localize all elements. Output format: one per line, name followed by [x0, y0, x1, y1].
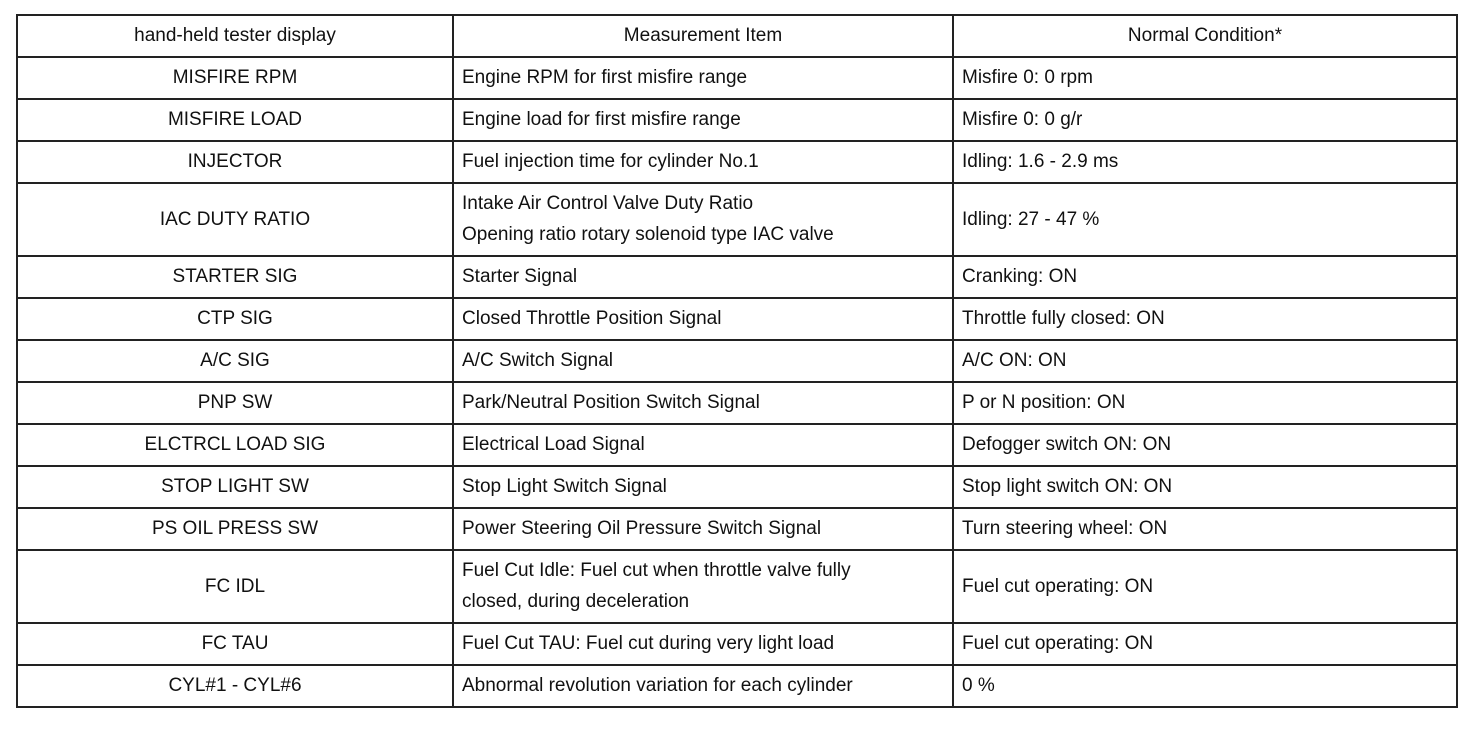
cell-normal-condition: Idling: 1.6 - 2.9 ms — [953, 141, 1457, 183]
measurement-item-line: A/C Switch Signal — [462, 349, 614, 371]
cell-normal-condition: A/C ON: ON — [953, 340, 1457, 382]
cell-tester-display: STARTER SIG — [17, 256, 453, 298]
table-row — [17, 466, 1457, 508]
table-row — [17, 623, 1457, 665]
cell-tester-display: INJECTOR — [17, 141, 453, 183]
table-row — [17, 340, 1457, 382]
table-row — [17, 99, 1457, 141]
cell-tester-display: PS OIL PRESS SW — [17, 508, 453, 550]
measurement-item-line: Intake Air Control Valve Duty Ratio — [462, 193, 754, 215]
cell-normal-condition: Idling: 27 - 47 % — [953, 183, 1457, 256]
cell-tester-display: CYL#1 - CYL#6 — [17, 665, 453, 707]
cell-tester-display: A/C SIG — [17, 340, 453, 382]
cell-measurement-item — [453, 57, 953, 99]
header-row — [17, 15, 1457, 57]
table-row — [17, 508, 1457, 550]
cell-normal-condition: Misfire 0: 0 rpm — [953, 57, 1457, 99]
cell-normal-condition: Defogger switch ON: ON — [953, 424, 1457, 466]
measurement-item-line: Fuel Cut TAU: Fuel cut during very light load — [462, 632, 835, 654]
cell-normal-condition: Fuel cut operating: ON — [953, 550, 1457, 623]
cell-tester-display: IAC DUTY RATIO — [17, 183, 453, 256]
table-row — [17, 256, 1457, 298]
cell-normal-condition: Cranking: ON — [953, 256, 1457, 298]
cell-normal-condition: P or N position: ON — [953, 382, 1457, 424]
table-row — [17, 665, 1457, 707]
table-row — [17, 424, 1457, 466]
cell-normal-condition: Fuel cut operating: ON — [953, 623, 1457, 665]
cell-normal-condition: Misfire 0: 0 g/r — [953, 99, 1457, 141]
cell-tester-display: CTP SIG — [17, 298, 453, 340]
measurement-item-line: Fuel injection time for cylinder No.1 — [462, 150, 759, 172]
measurement-item-line: Power Steering Oil Pressure Switch Signal — [462, 517, 822, 539]
cell-tester-display: MISFIRE RPM — [17, 57, 453, 99]
cell-measurement-item — [453, 298, 953, 340]
measurement-item-line: Park/Neutral Position Switch Signal — [462, 391, 760, 413]
cell-normal-condition: Stop light switch ON: ON — [953, 466, 1457, 508]
table-row — [17, 57, 1457, 99]
table-row — [17, 382, 1457, 424]
cell-tester-display: MISFIRE LOAD — [17, 99, 453, 141]
table-header — [17, 15, 1457, 57]
table-row — [17, 298, 1457, 340]
cell-tester-display: FC IDL — [17, 550, 453, 623]
measurement-item-line: Opening ratio rotary solenoid type IAC valve — [462, 223, 834, 245]
measurement-item-line: Starter Signal — [462, 265, 578, 287]
cell-normal-condition: 0 % — [953, 665, 1457, 707]
cell-measurement-item — [453, 424, 953, 466]
table-row — [17, 141, 1457, 183]
cell-measurement-item — [453, 99, 953, 141]
cell-normal-condition: Throttle fully closed: ON — [953, 298, 1457, 340]
cell-measurement-item — [453, 508, 953, 550]
cell-normal-condition: Turn steering wheel: ON — [953, 508, 1457, 550]
header-normal-condition: Normal Condition* — [953, 15, 1457, 57]
cell-measurement-item — [453, 340, 953, 382]
table-body — [17, 57, 1457, 707]
cell-measurement-item — [453, 183, 953, 256]
measurement-item-line: Abnormal revolution variation for each cylinder — [462, 674, 853, 696]
measurement-item-line: closed, during deceleration — [462, 590, 690, 612]
cell-tester-display: PNP SW — [17, 382, 453, 424]
table-row — [17, 183, 1457, 256]
cell-tester-display: ELCTRCL LOAD SIG — [17, 424, 453, 466]
measurement-item-line: Closed Throttle Position Signal — [462, 307, 722, 329]
measurement-item-line: Engine load for first misfire range — [462, 108, 741, 130]
cell-measurement-item — [453, 665, 953, 707]
header-display: hand-held tester display — [17, 15, 453, 57]
cell-tester-display: STOP LIGHT SW — [17, 466, 453, 508]
cell-measurement-item — [453, 466, 953, 508]
cell-tester-display: FC TAU — [17, 623, 453, 665]
cell-measurement-item — [453, 256, 953, 298]
cell-measurement-item — [453, 382, 953, 424]
header-measurement-item: Measurement Item — [453, 15, 953, 57]
measurement-item-line: Electrical Load Signal — [462, 433, 645, 455]
cell-measurement-item — [453, 623, 953, 665]
cell-measurement-item — [453, 550, 953, 623]
measurement-item-line: Stop Light Switch Signal — [462, 475, 667, 497]
measurement-item-line: Fuel Cut Idle: Fuel cut when throttle valve fully — [462, 560, 851, 582]
cell-measurement-item — [453, 141, 953, 183]
table-row — [17, 550, 1457, 623]
data-list-table — [16, 14, 1458, 708]
measurement-item-line: Engine RPM for first misfire range — [462, 66, 748, 88]
